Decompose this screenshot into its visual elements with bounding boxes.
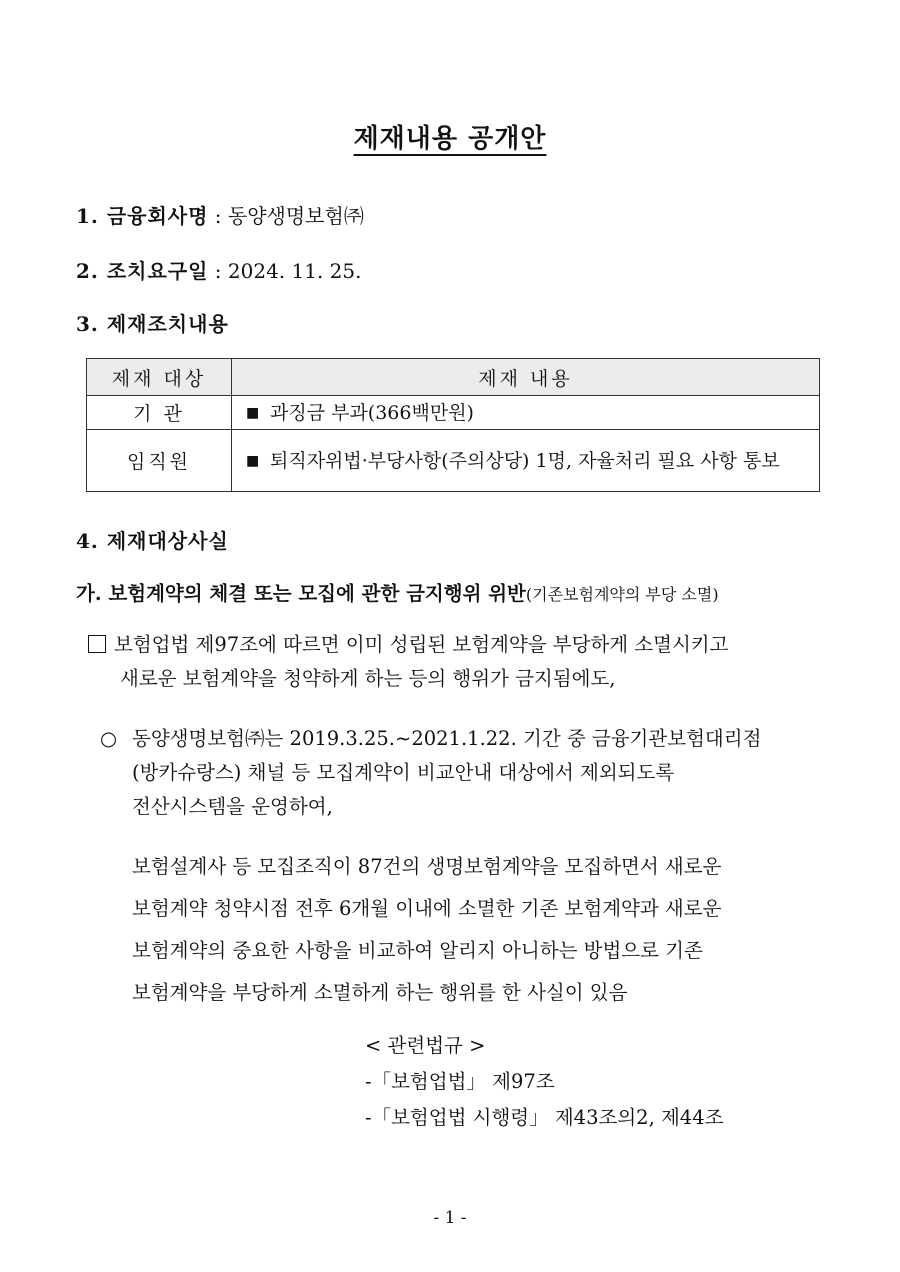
related-law-item: -「보험업법 시행령」 제43조의2, 제44조	[365, 1106, 724, 1129]
circle-paragraph-line: (방카슈랑스) 채널 등 모집계약이 비교안내 대상에서 제외되도록	[132, 761, 675, 784]
section-3-label: 3. 제재조치내용	[76, 312, 229, 336]
company-name: 동양생명보험㈜	[227, 204, 364, 228]
section-2-separator: :	[208, 259, 228, 283]
related-law-item: -「보험업법」 제97조	[365, 1070, 555, 1093]
circle-bullet-icon: ○	[100, 727, 118, 750]
action-date: 2024. 11. 25.	[227, 259, 362, 283]
related-laws-heading: < 관련법규 >	[365, 1034, 486, 1057]
sanction-content-text: 과징금 부과(366백만원)	[270, 401, 474, 424]
table-cell-target: 임직원	[87, 430, 232, 492]
table-cell-content	[232, 396, 820, 430]
body-paragraph-line: 보험계약을 부당하게 소멸하게 하는 행위를 한 사실이 있음	[132, 981, 628, 1004]
table-header-content: 제재 내용	[232, 359, 820, 396]
square-bullet-icon: ■	[246, 404, 260, 421]
subsection-title: 가. 보험계약의 체결 또는 모집에 관한 금지행위 위반	[76, 582, 526, 605]
section-4	[76, 525, 229, 554]
box-paragraph	[88, 628, 728, 696]
circle-paragraph	[100, 722, 761, 824]
section-1-label: 1. 금융회사명	[76, 204, 209, 228]
table-header-target: 제재 대상	[87, 359, 232, 396]
circle-paragraph-line: 전산시스템을 운영하여,	[132, 795, 333, 818]
box-paragraph-line: 보험업법 제97조에 따르면 이미 성립된 보험계약을 부당하게 소멸시키고	[114, 633, 729, 656]
box-paragraph-line: 새로운 보험계약을 청약하게 하는 등의 행위가 금지됨에도,	[120, 667, 616, 690]
table-cell-target: 기 관	[87, 396, 232, 430]
sanction-content-text: 퇴직자위법·부당사항(주의상당) 1명, 자율처리 필요 사항 통보	[270, 449, 780, 472]
section-2	[76, 255, 362, 284]
page-number: - 1 -	[433, 1208, 467, 1228]
square-bullet-icon: ■	[246, 452, 260, 469]
checkbox-square-icon	[88, 635, 106, 653]
subsection-note: (기존보험계약의 부당 소멸)	[525, 585, 719, 604]
table-header-row	[87, 359, 820, 396]
table-row	[87, 430, 820, 492]
table-row	[87, 396, 820, 430]
section-1-separator: :	[208, 204, 228, 228]
sanction-table	[86, 358, 820, 492]
body-paragraph-line: 보험설계사 등 모집조직이 87건의 생명보험계약을 모집하면서 새로운	[132, 855, 722, 878]
body-paragraph-line: 보험계약의 중요한 사항을 비교하여 알리지 아니하는 방법으로 기존	[132, 939, 703, 962]
document-title: 제재내용 공개안	[353, 124, 547, 154]
related-laws	[365, 1028, 723, 1136]
section-1	[76, 200, 364, 229]
section-4-label: 4. 제재대상사실	[76, 529, 229, 553]
body-paragraph	[132, 846, 721, 1014]
subsection-heading	[76, 578, 719, 606]
section-3	[76, 308, 229, 337]
circle-paragraph-line: 동양생명보험㈜는 2019.3.25.∼2021.1.22. 기간 중 금융기관보험대리점	[132, 727, 762, 750]
body-paragraph-line: 보험계약 청약시점 전후 6개월 이내에 소멸한 기존 보험계약과 새로운	[132, 897, 722, 920]
table-cell-content	[232, 430, 820, 492]
section-2-label: 2. 조치요구일	[76, 259, 209, 283]
